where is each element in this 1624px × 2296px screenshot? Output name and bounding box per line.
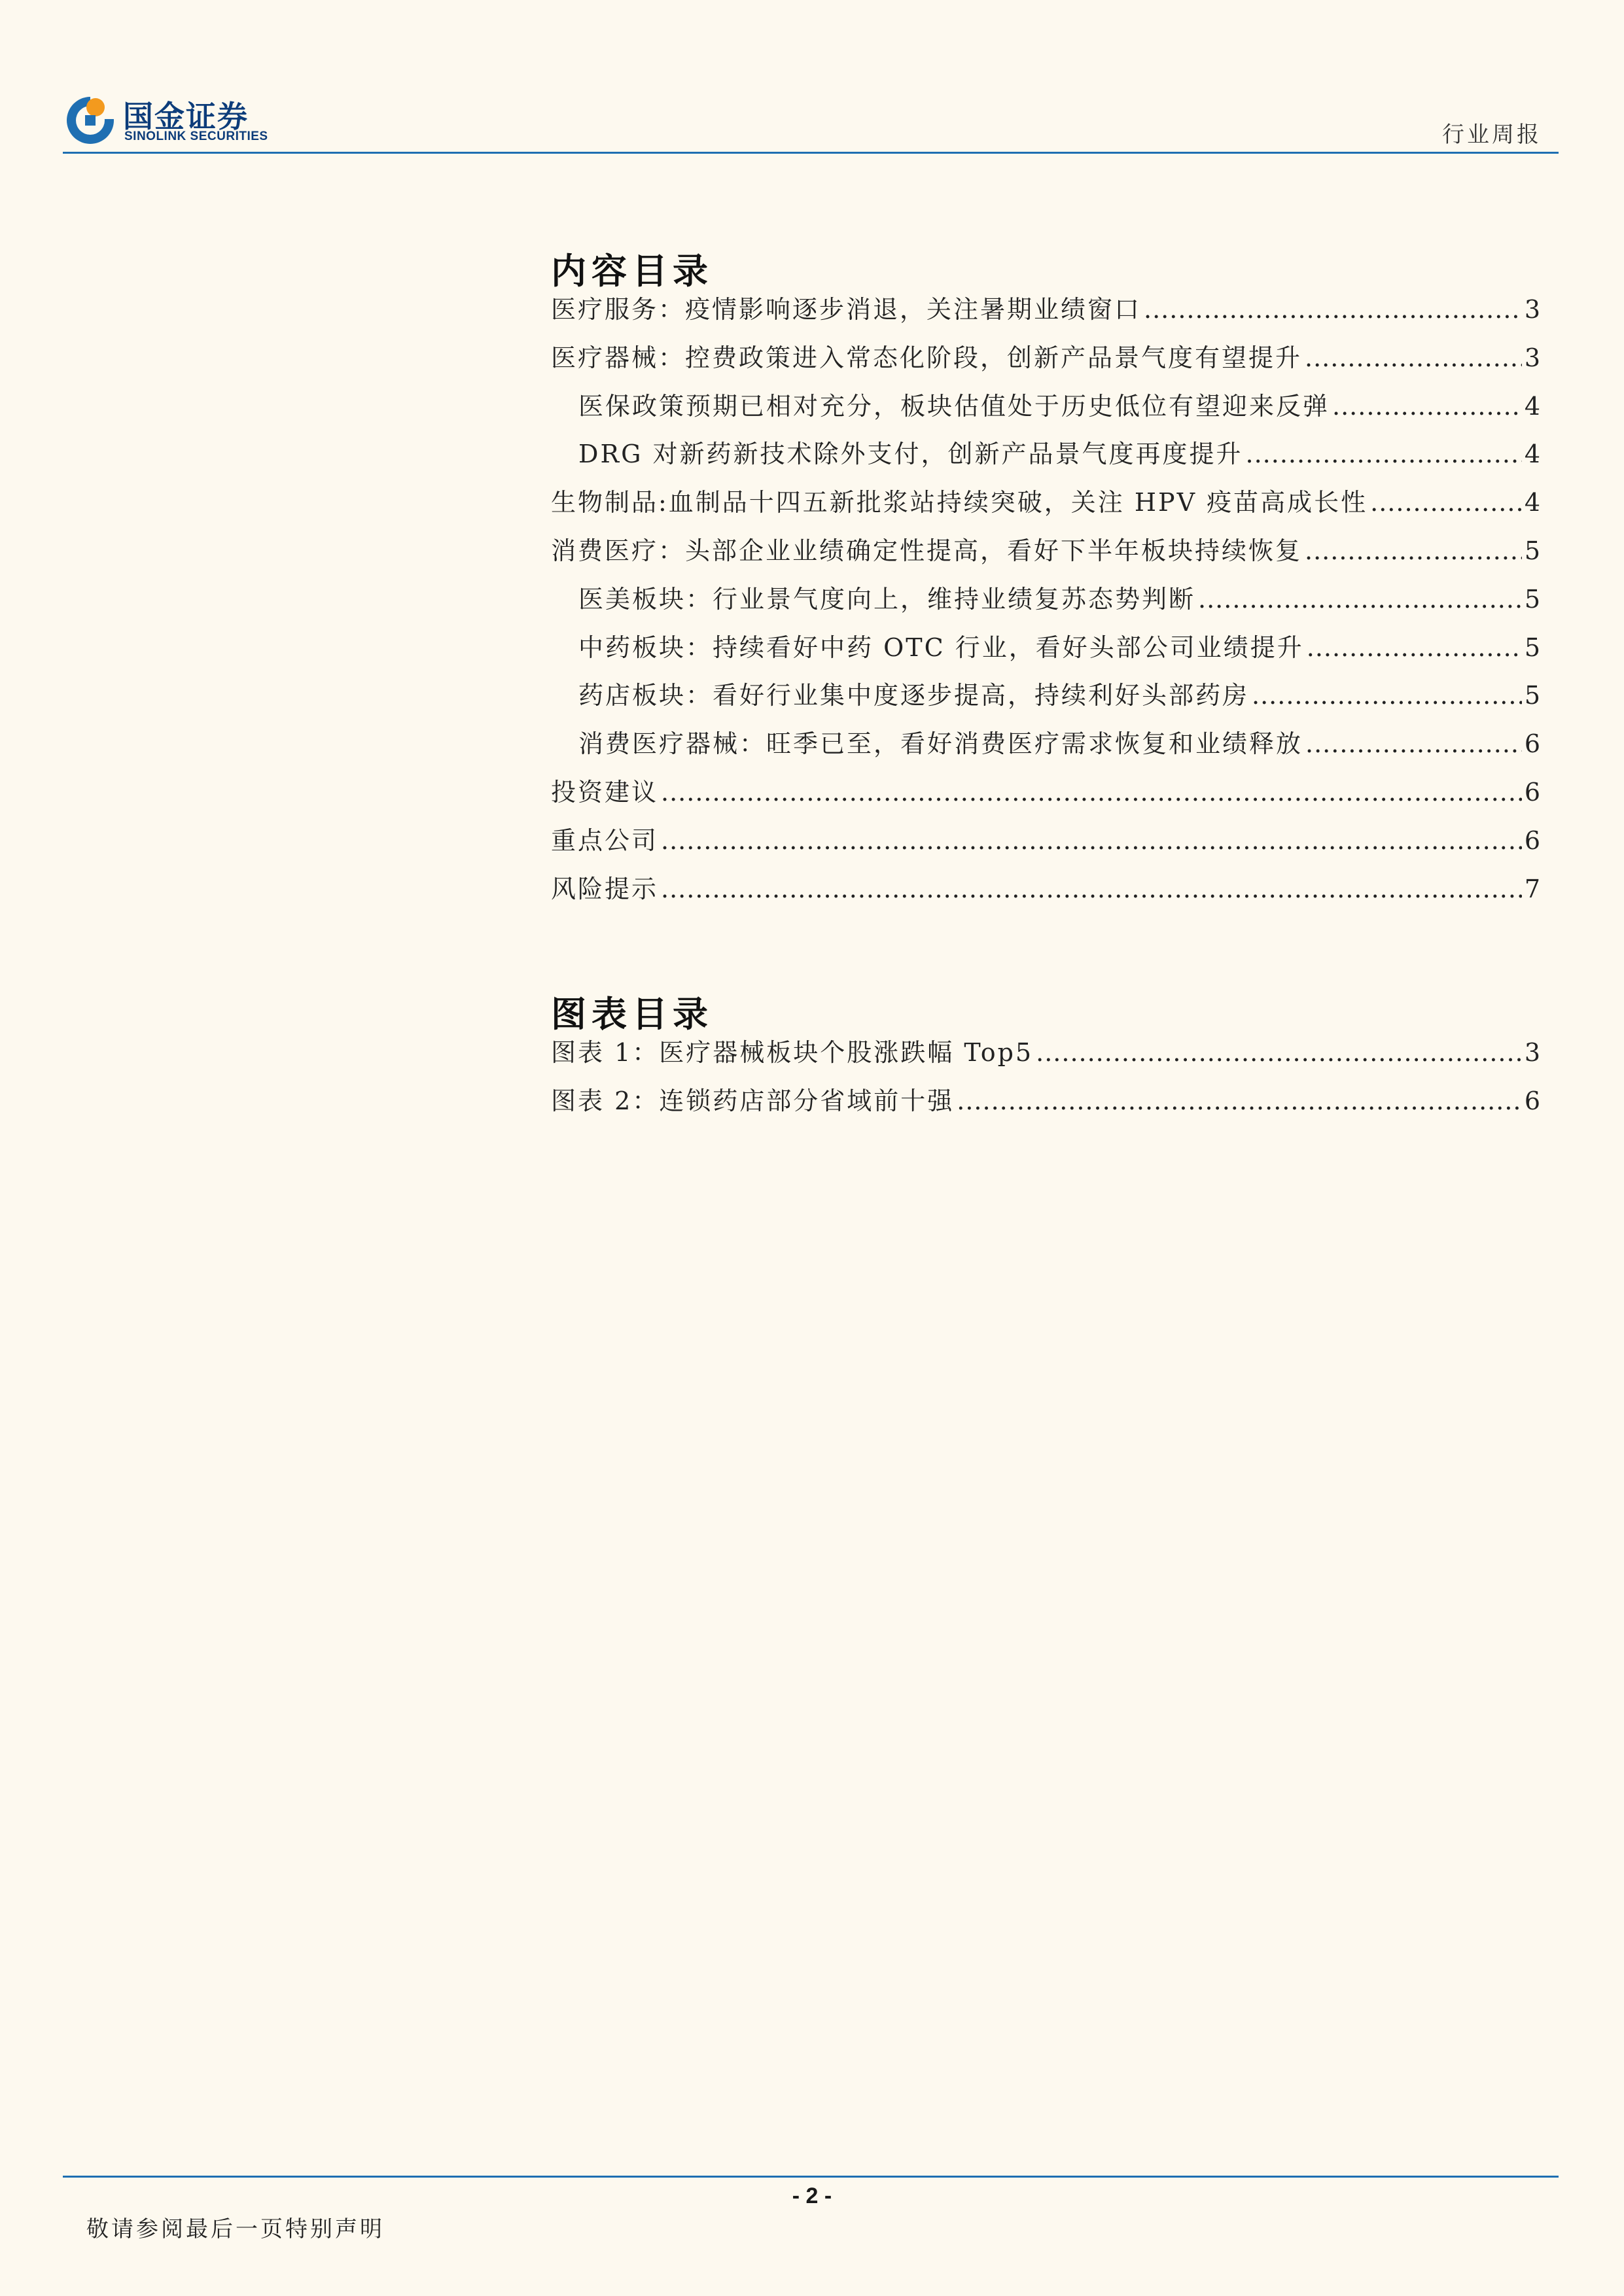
toc-entry-title: 风险提示	[551, 874, 659, 903]
toc-leader-dots	[1144, 295, 1522, 324]
toc-entry[interactable]	[551, 531, 1540, 579]
page-number: - 2 -	[792, 2183, 832, 2208]
toc-entry[interactable]	[551, 723, 1540, 772]
toc-list	[551, 289, 1540, 916]
toc-entry[interactable]	[551, 869, 1540, 917]
toc-leader-dots	[1246, 440, 1522, 468]
toc-leader-dots	[1036, 1038, 1522, 1067]
toc-page-number: 4	[1524, 391, 1540, 421]
toc-entry-title: 生物制品:血制品十四五新批浆站持续突破，关注 HPV 疫苗高成长性	[551, 488, 1368, 517]
figure-entries	[551, 1032, 1540, 1129]
page-header	[63, 92, 1559, 154]
toc-page-number: 5	[1524, 536, 1540, 565]
toc-entry-title: 医美板块：行业景气度向上，维持业绩复苏态势判断	[578, 584, 1196, 614]
logo-english-name: SINOLINK SECURITIES	[124, 130, 268, 143]
toc-leader-dots	[1332, 392, 1522, 421]
figure-list-title: 图表目录	[551, 993, 713, 1035]
toc-entry[interactable]	[551, 772, 1540, 820]
toc-leader-dots	[1307, 633, 1522, 662]
toc-entry[interactable]	[551, 579, 1540, 627]
toc-entry[interactable]	[551, 675, 1540, 723]
toc-leader-dots	[661, 778, 1522, 807]
report-type-label: 行业周报	[1442, 122, 1542, 148]
toc-entry-title: 消费医疗：头部企业业绩确定性提高，看好下半年板块持续恢复	[551, 536, 1303, 565]
toc-entry-title: 图表 2：连锁药店部分省域前十强	[551, 1086, 955, 1115]
figure-entry[interactable]	[551, 1081, 1540, 1129]
toc-entry-title: 图表 1：医疗器械板块个股涨跌幅 Top5	[551, 1038, 1034, 1067]
toc-leader-dots	[1370, 488, 1522, 517]
toc-page-number: 3	[1524, 1038, 1540, 1067]
toc-entry-title: 消费医疗器械：旺季已至，看好消费医疗需求恢复和业绩释放	[578, 729, 1303, 759]
toc-page-number: 5	[1524, 633, 1540, 662]
toc-entry-title: DRG 对新药新技术除外支付，创新产品景气度再度提升	[578, 440, 1243, 469]
logo-chinese-name: 国金证券	[123, 99, 249, 133]
toc-page-number: 7	[1524, 874, 1540, 903]
table-of-contents	[551, 243, 1540, 916]
figure-entry[interactable]	[551, 1032, 1540, 1081]
toc-leader-dots	[1305, 536, 1522, 565]
toc-leader-dots	[1252, 681, 1522, 710]
toc-entry-title: 医疗服务：疫情影响逐步消退，关注暑期业绩窗口	[551, 295, 1142, 324]
toc-entry-title: 重点公司	[551, 826, 659, 855]
toc-page-number: 6	[1524, 1086, 1540, 1115]
toc-entry-title: 医疗器械：控费政策进入常态化阶段，创新产品景气度有望提升	[551, 343, 1303, 372]
toc-page-number: 5	[1524, 584, 1540, 614]
toc-entry[interactable]	[551, 482, 1540, 531]
toc-page-number: 6	[1524, 777, 1540, 807]
footer-divider	[63, 2176, 1559, 2178]
toc-page-number: 6	[1524, 729, 1540, 759]
toc-entry[interactable]	[551, 820, 1540, 869]
toc-title: 内容目录	[551, 250, 713, 292]
toc-page-number: 3	[1524, 295, 1540, 324]
toc-entry-title: 药店板块：看好行业集中度逐步提高，持续利好头部药房	[578, 681, 1250, 710]
disclaimer-text: 敬请参阅最后一页特别声明	[86, 2216, 385, 2242]
toc-page-number: 4	[1524, 440, 1540, 469]
toc-leader-dots	[1305, 343, 1522, 372]
toc-leader-dots	[661, 826, 1522, 855]
sinolink-logo-icon	[63, 92, 118, 147]
toc-page-number: 4	[1524, 488, 1540, 517]
toc-leader-dots	[1198, 585, 1522, 614]
toc-entry-title: 医保政策预期已相对充分，板块估值处于历史低位有望迎来反弹	[578, 391, 1330, 421]
toc-entry-title: 投资建议	[551, 777, 659, 807]
toc-entry[interactable]	[551, 386, 1540, 434]
toc-page-number: 3	[1524, 343, 1540, 372]
toc-leader-dots	[661, 875, 1522, 903]
toc-page-number: 6	[1524, 826, 1540, 855]
header-divider	[63, 152, 1559, 154]
toc-entry-title: 中药板块：持续看好中药 OTC 行业，看好头部公司业绩提升	[578, 633, 1304, 662]
toc-entry[interactable]	[551, 627, 1540, 676]
toc-entry[interactable]	[551, 289, 1540, 338]
figure-list	[551, 986, 1540, 1129]
toc-entry[interactable]	[551, 338, 1540, 386]
toc-leader-dots	[1305, 729, 1522, 758]
toc-page-number: 5	[1524, 681, 1540, 710]
toc-leader-dots	[957, 1087, 1522, 1115]
toc-entry[interactable]	[551, 434, 1540, 482]
